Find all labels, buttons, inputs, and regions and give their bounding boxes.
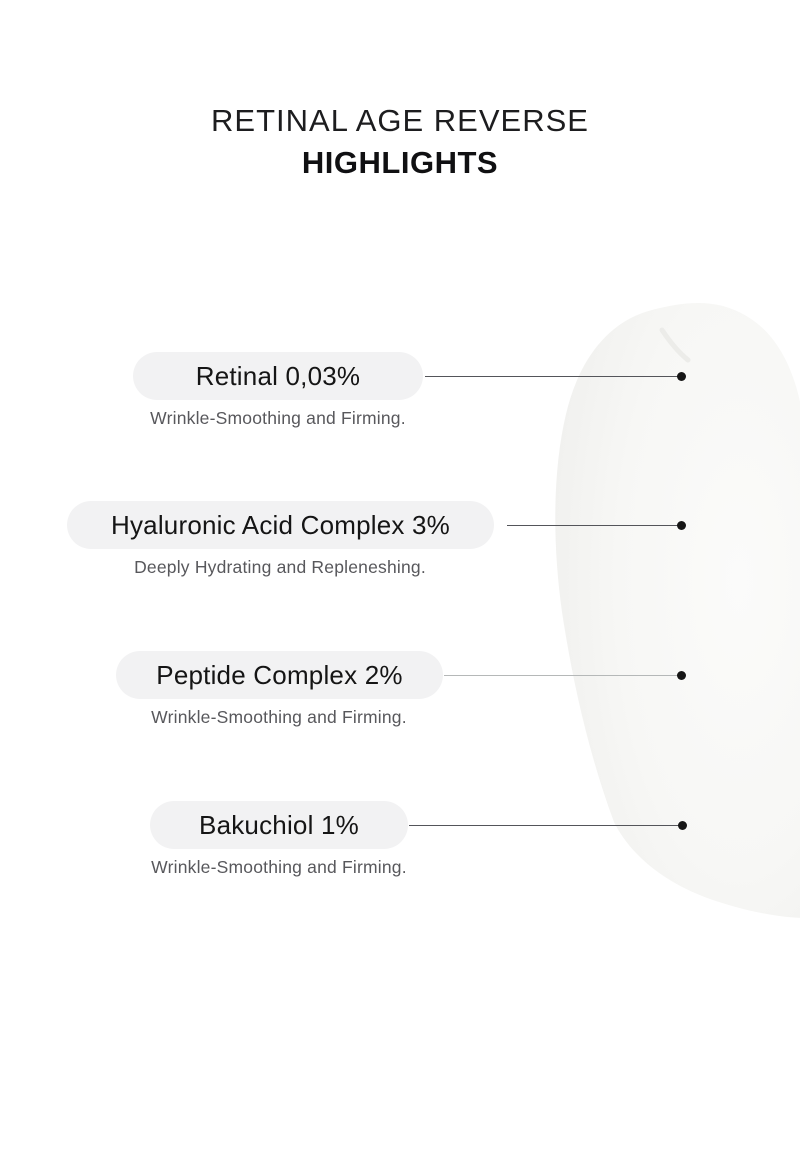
benefit-text: Wrinkle-Smoothing and Firming. (151, 857, 407, 877)
ingredient-pill-bakuchiol (150, 801, 408, 849)
title-line-1: RETINAL AGE REVERSE (211, 103, 589, 138)
callout-line (444, 675, 681, 676)
benefit-text: Deeply Hydrating and Repleneshing. (134, 557, 426, 577)
callout-line (425, 376, 681, 377)
title-line-2: HIGHLIGHTS (301, 145, 499, 180)
benefit-text: Wrinkle-Smoothing and Firming. (150, 408, 406, 428)
ingredient-label: Retinal 0,03% (195, 360, 361, 391)
benefit-text: Wrinkle-Smoothing and Firming. (151, 707, 407, 727)
callout-dot (677, 671, 686, 680)
ingredient-label: Peptide Complex 2% (156, 659, 403, 690)
ingredient-pill-peptide-complex (116, 651, 443, 699)
callout-dot (678, 821, 687, 830)
ingredient-pill-hyaluronic-acid-complex (67, 501, 494, 549)
callout-line (507, 525, 681, 526)
callout-line (409, 825, 682, 826)
callout-dot (677, 372, 686, 381)
page-title (0, 101, 800, 185)
ingredient-label: Bakuchiol 1% (199, 809, 359, 840)
ingredient-pill-retinal (133, 352, 423, 400)
callout-dot (677, 521, 686, 530)
ingredient-label: Hyaluronic Acid Complex 3% (110, 509, 450, 540)
